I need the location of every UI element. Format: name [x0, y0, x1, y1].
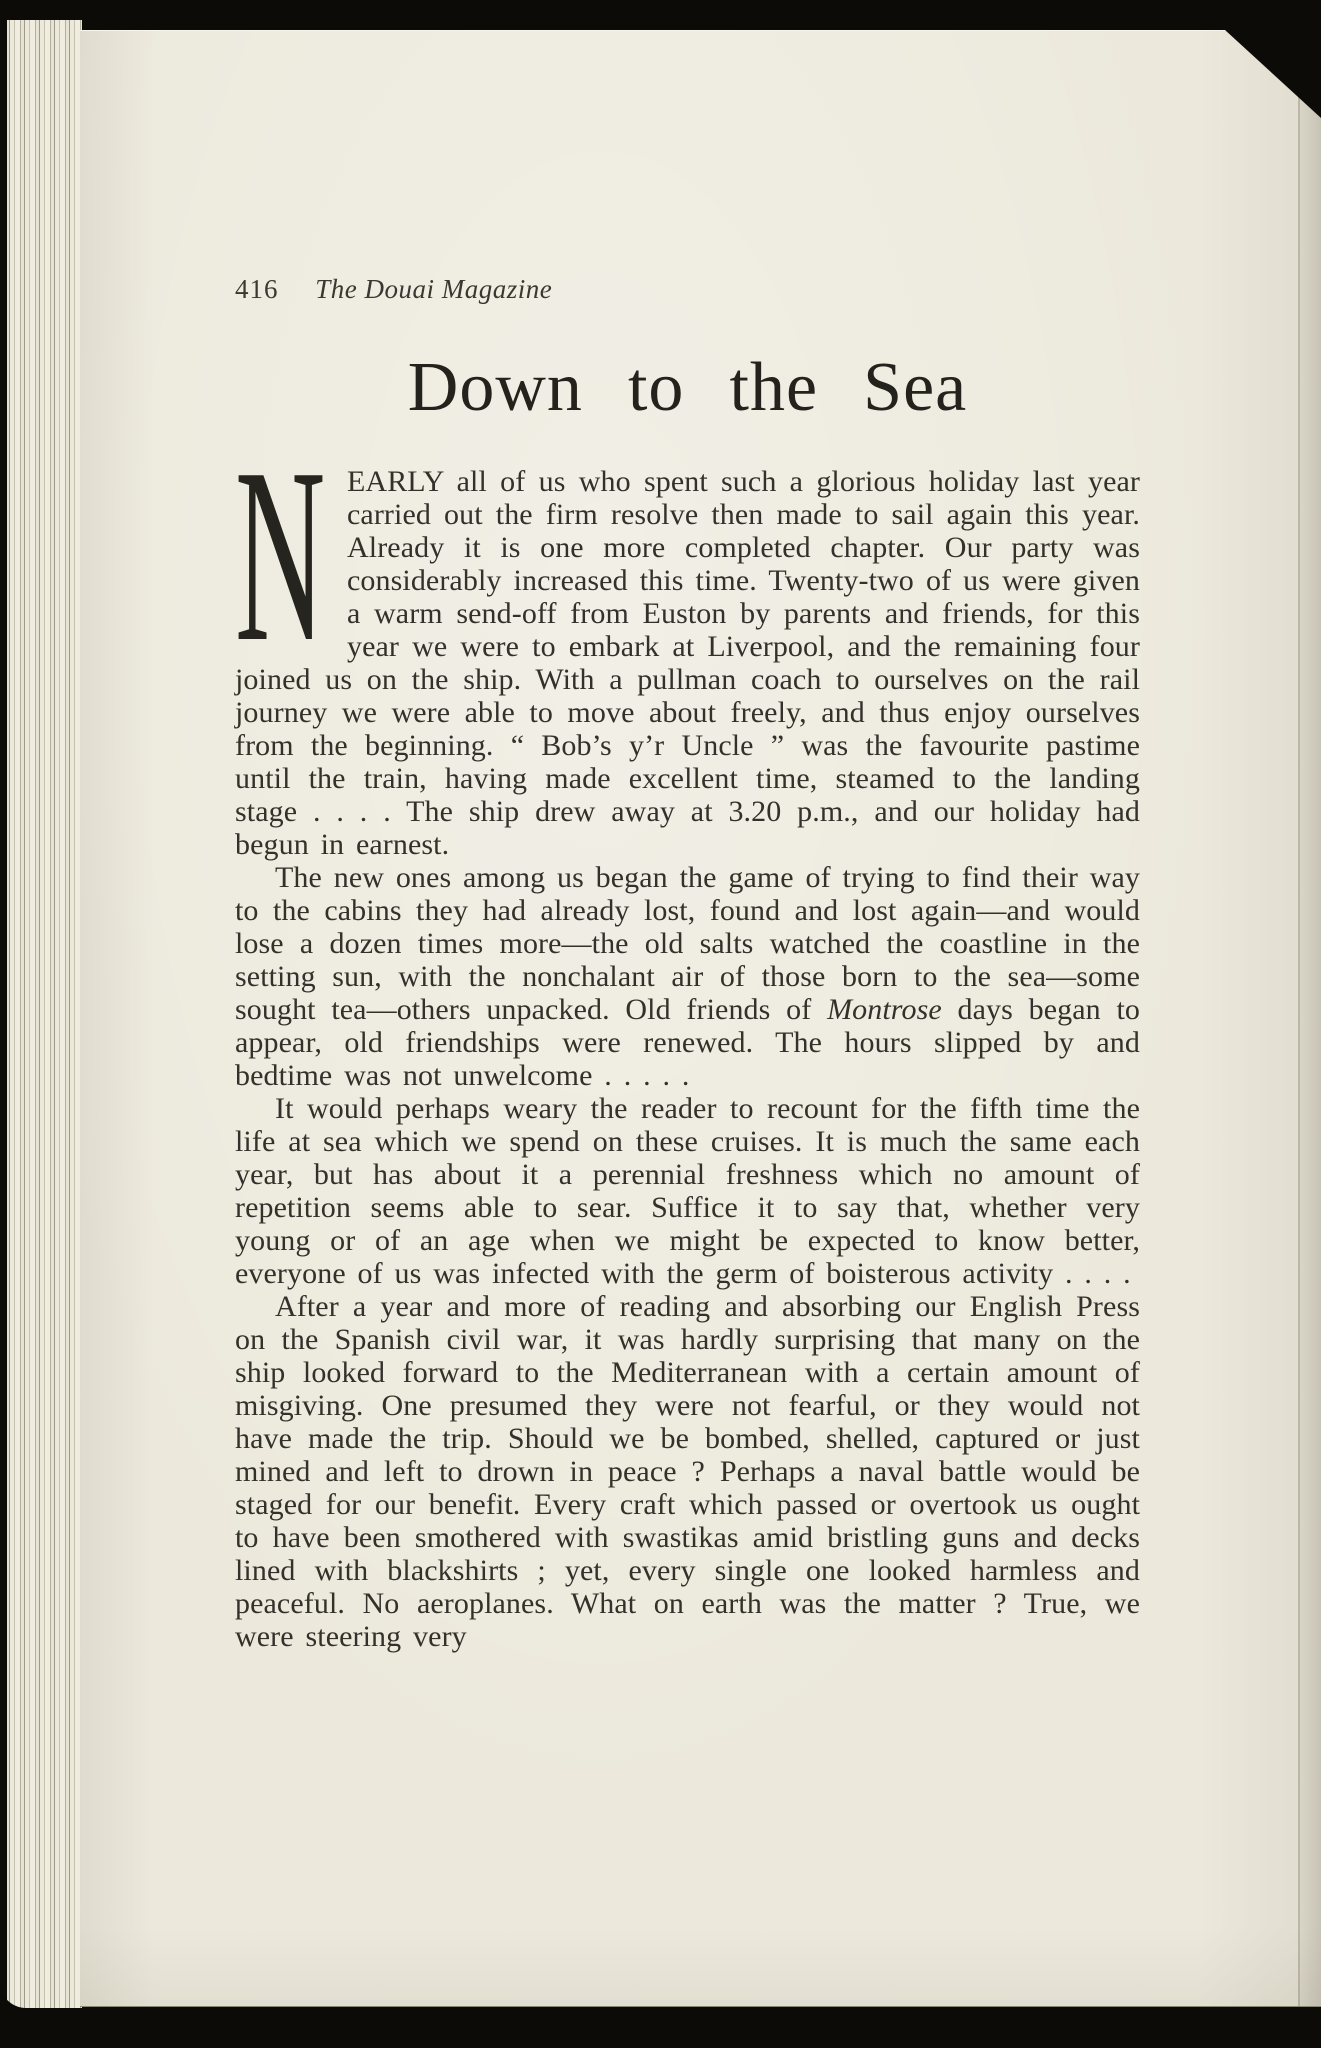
page-number: 416 [235, 274, 279, 304]
page-content [235, 31, 1140, 1653]
drop-cap-letter [235, 417, 347, 694]
page-edge-shading [1300, 31, 1321, 2006]
paragraph-1 [235, 417, 1140, 861]
paragraph-2-text-after: days began to appear, old friendships were renewed. The hours slipped by and bedtime was not unwelcome . . . . . [235, 993, 1140, 1092]
article-body [235, 417, 1140, 1653]
running-header [235, 273, 1140, 305]
paragraph-2-text-before: The new ones among us began the game of trying to find their way to the cabins they had already lost, found and lost again—and would lose a dozen times more—the old salts watched the coastline in the setting sun, with the nonchalant air of those born to the sea—some sought tea—others unpacked. Old friends of [235, 861, 1140, 1026]
paragraph-4: After a year and more of reading and absorbing our English Press on the Spanish civil war, it was hardly surprising that many on the ship looked forward to the Mediterranean with a certain amount of misgiving. One presumed they were not fearful, or they would not have made the trip. Should we be bombed, shelled, captured or just mined and left to drown in peace ? Perhaps a naval battle would be staged for our benefit. Every craft which passed or overtook us ought to have been smothered with swastikas amid bristling guns and decks lined with blackshirts ; yet, every single one looked harmless and peaceful. No aeroplanes. What on earth was the matter ? True, we were steering very [235, 1290, 1140, 1653]
page-stack-edges [0, 20, 82, 2008]
book-page [80, 30, 1321, 2007]
paragraph-3: It would perhaps weary the reader to recount for the fifth time the life at sea which we spend on these cruises. It is much the same each year, but has about it a perennial freshness which no amount of repetition seems able to sear. Suffice it to say that, whether very young or of an age when we might be expected to know better, everyone of us was infected with the germ of boisterous activity . . . . [235, 1092, 1140, 1290]
article-title: Down to the Sea [407, 349, 968, 426]
paragraph-1-text: EARLY all of us who spent such a glorious holiday last year carried out the firm resolve then made to sail again this year. Already it is one more completed chapter. Our party was considerably increased this time. Twenty-two of us were given a warm send-off from Euston by parents and friends, for this year we were to embark at Liverpool, and the remaining four joined us on the ship. With a pullman coach to ourselves on the rail journey we were able to move about freely, and thus enjoy ourselves from the beginning. “ Bob’s y’r Uncle ” was the favourite pastime until the train, having made excellent time, steamed to the landing stage . . . . The ship drew away at 3.20 p.m., and our holiday had begun in earnest. [235, 465, 1140, 861]
ship-name-montrose: Montrose [827, 993, 942, 1026]
paragraph-2 [235, 861, 1140, 1092]
drop-cap-glyph: N [235, 417, 326, 694]
magazine-title: The Douai Magazine [315, 274, 553, 304]
